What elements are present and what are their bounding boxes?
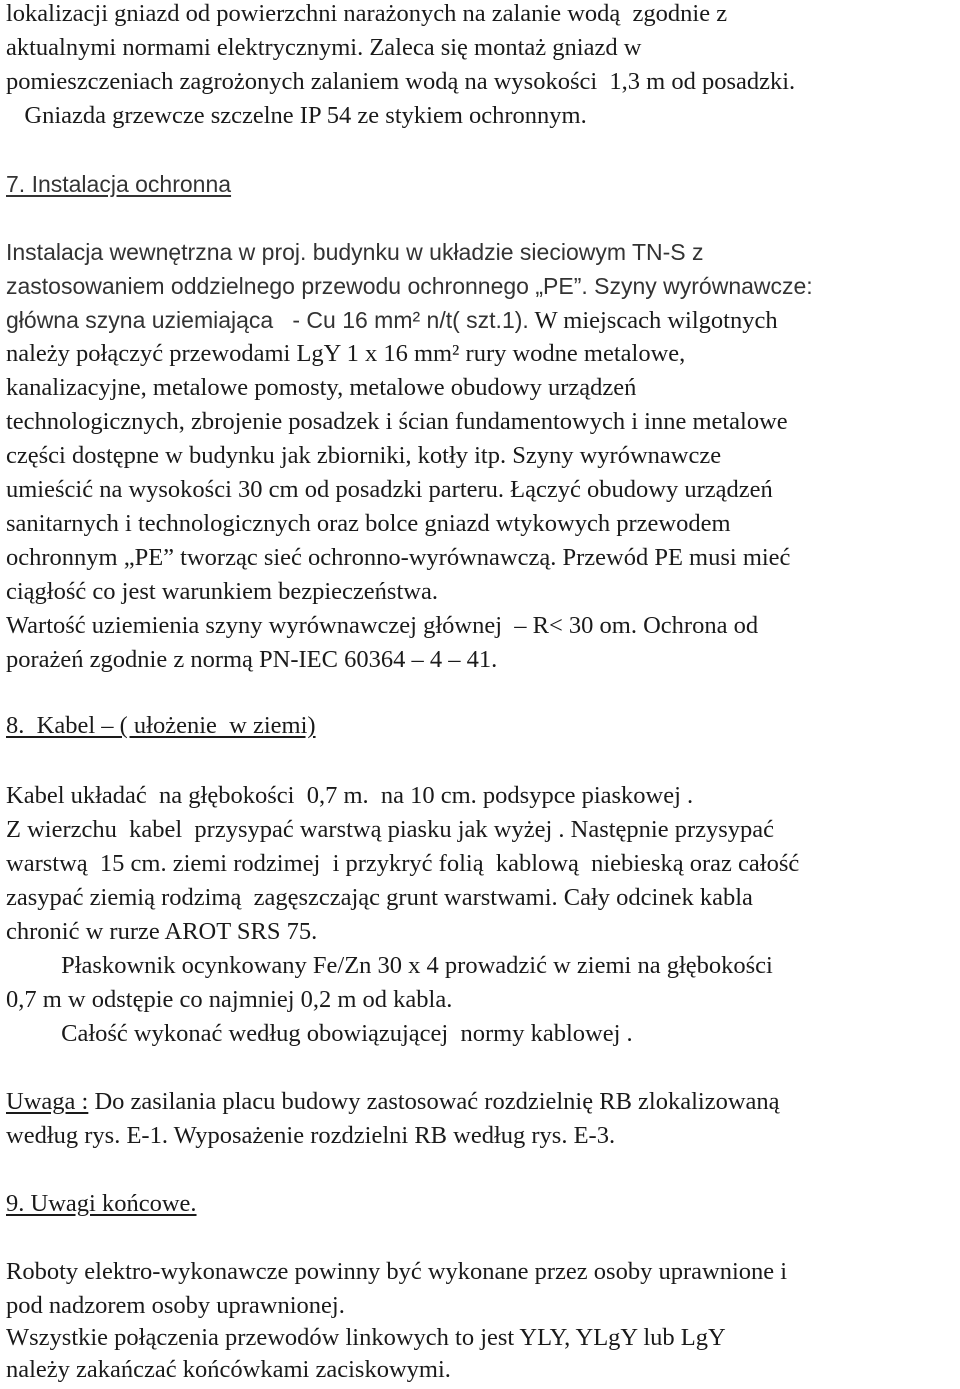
section-9-line: należy zakańczać końcówkami zaciskowymi. <box>6 1356 451 1383</box>
section-7-line: ciągłość co jest warunkiem bezpieczeństwa. <box>6 578 438 605</box>
intro-line: Gniazda grzewcze szczelne IP 54 ze stykiem ochronnym. <box>6 102 587 129</box>
section-7-line: porażeń zgodnie z normą PN-IEC 60364 – 4 – 41. <box>6 646 498 673</box>
section-7-line: Wartość uziemienia szyny wyrównawczej głównej – R< 30 om. Ochrona od <box>6 612 759 639</box>
intro-line: pomieszczeniach zagrożonych zalaniem wodą na wysokości 1,3 m od posadzki. <box>6 68 796 95</box>
section-8-line: warstwą 15 cm. ziemi rodzimej i przykryć folią kablową niebieską oraz całość <box>6 850 800 877</box>
intro-line: lokalizacji gniazd od powierzchni narażonych na zalanie wodą zgodnie z <box>6 0 728 27</box>
section-9-line: pod nadzorem osoby uprawnionej. <box>6 1292 345 1319</box>
intro-line: aktualnymi normami elektrycznymi. Zaleca się montaż gniazd w <box>6 34 642 61</box>
note-line <box>6 1085 780 1119</box>
note-label: Uwaga : <box>6 1088 89 1115</box>
section-8-line: Z wierzchu kabel przysypać warstwą piasku jak wyżej . Następnie przysypać <box>6 816 775 843</box>
section-7-line: technologicznych, zbrojenie posadzek i ścian fundamentowych i inne metalowe <box>6 408 788 435</box>
section-7-sans-segment: główna szyna uziemiająca - Cu 16 mm² n/t( szt.1). <box>6 307 529 333</box>
note-text: Do zasilania placu budowy zastosować rozdzielnię RB zlokalizowaną <box>88 1088 780 1115</box>
section-7-line: kanalizacyjne, metalowe pomosty, metalowe obudowy urządzeń <box>6 374 637 401</box>
section-8-line: Kabel układać na głębokości 0,7 m. na 10 cm. podsypce piaskowej . <box>6 782 694 809</box>
section-8-heading: 8. Kabel – ( ułożenie w ziemi) <box>6 712 316 739</box>
section-8-line: 0,7 m w odstępie co najmniej 0,2 m od kabla. <box>6 986 453 1013</box>
section-7-line: części dostępne w budynku jak zbiorniki, kotły itp. Szyny wyrównawcze <box>6 442 722 469</box>
section-7-sans-line: Instalacja wewnętrzna w proj. budynku w układzie sieciowym TN-S z <box>6 239 704 265</box>
note-line: według rys. E-1. Wyposażenie rozdzielni RB według rys. E-3. <box>6 1122 616 1149</box>
section-7-mixed-line <box>6 303 778 338</box>
section-8-line: zasypać ziemią rodzimą zagęszczając grunt warstwami. Cały odcinek kabla <box>6 884 753 911</box>
section-7-heading: 7. Instalacja ochronna <box>6 171 232 197</box>
section-7-line: ochronnym „PE” tworząc sieć ochronno-wyrównawczą. Przewód PE musi mieć <box>6 544 791 571</box>
section-9-heading: 9. Uwagi końcowe. <box>6 1190 197 1217</box>
section-7-line: sanitarnych i technologicznych oraz bolce gniazd wtykowych przewodem <box>6 510 731 537</box>
section-7-line: umieścić na wysokości 30 cm od posadzki parteru. Łączyć obudowy urządzeń <box>6 476 773 503</box>
section-9-line: Wszystkie połączenia przewodów linkowych to jest YLY, YLgY lub LgY <box>6 1324 726 1351</box>
section-8-line: Całość wykonać według obowiązującej normy kablowej . <box>6 1020 633 1047</box>
section-7-serif-segment: W miejscach wilgotnych <box>528 307 778 334</box>
section-9-line: Roboty elektro-wykonawcze powinny być wykonane przez osoby uprawnione i <box>6 1258 788 1285</box>
section-8-line: chronić w rurze AROT SRS 75. <box>6 918 318 945</box>
section-7-line: należy połączyć przewodami LgY 1 x 16 mm² rury wodne metalowe, <box>6 340 686 367</box>
section-7-sans-line: zastosowaniem oddzielnego przewodu ochronnego „PE”. Szyny wyrównawcze: <box>6 273 813 299</box>
section-8-line: Płaskownik ocynkowany Fe/Zn 30 x 4 prowadzić w ziemi na głębokości <box>6 952 773 979</box>
